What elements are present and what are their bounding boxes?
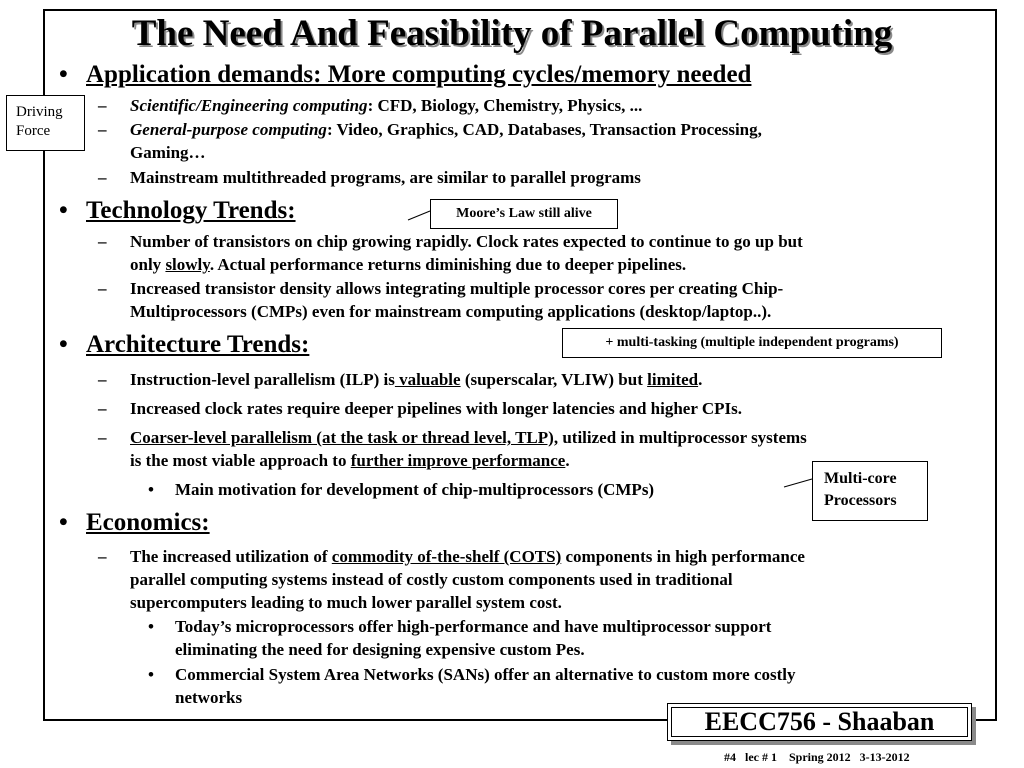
text-ilp-b: (superscalar, VLIW) but <box>460 370 648 389</box>
dash-glyph: – <box>98 232 107 251</box>
callout-moores-law: Moore’s Law still alive <box>430 199 618 229</box>
text-further-improve: further improve performance <box>350 451 566 470</box>
text-coarser-2a: is the most viable approach to <box>130 451 351 470</box>
text-coarser: Coarser-level parallelism (at the task or thread level, TLP), <box>130 428 559 447</box>
callout-multicore <box>812 461 928 521</box>
footer-info: #4 lec # 1 Spring 2012 3-13-2012 <box>724 750 910 764</box>
text-ilp-c: . <box>698 370 703 389</box>
driving-force-line1: Driving <box>16 104 63 120</box>
bullet-architecture-trends <box>59 331 310 359</box>
text-sans-2: networks <box>175 688 243 707</box>
text-mainstream: Mainstream multithreaded programs, are similar to parallel programs <box>130 168 641 187</box>
dash-glyph: – <box>98 96 107 115</box>
text-ilp-a: Instruction-level parallelism (ILP) is <box>130 370 395 389</box>
bullet-economics <box>59 509 210 537</box>
text-transistors-1: Number of transistors on chip growing rapidly. Clock rates expected to continue to go up but <box>130 232 803 251</box>
sub-bullet-glyph: • <box>148 617 154 636</box>
text-scientific: : CFD, Biology, Chemistry, Physics, ... <box>367 96 643 115</box>
multicore-line2: Processors <box>824 492 897 509</box>
heading-technology-trends: Technology Trends: <box>86 197 296 224</box>
text-cots-a: The increased utilization of <box>130 547 332 566</box>
heading-economics: Economics: <box>86 509 210 536</box>
text-limited: limited <box>647 370 699 389</box>
bullet-glyph: • <box>59 61 68 88</box>
text-density-2: Multiprocessors (CMPs) even for mainstream computing applications (desktop/laptop..). <box>130 302 772 321</box>
text-general-purpose-2: Gaming… <box>130 143 206 162</box>
callout-multitasking: + multi-tasking (multiple independent programs) <box>562 328 942 358</box>
dash-glyph: – <box>98 168 107 187</box>
course-label-box <box>667 703 972 741</box>
text-coarser-2b: . <box>565 451 570 470</box>
label-scientific: Scientific/Engineering computing <box>130 96 368 115</box>
text-micro-1: Today’s microprocessors offer high-performance and have multiprocessor support <box>175 617 772 636</box>
course-label: EECC756 - Shaaban <box>704 707 935 736</box>
text-cots-b: components in high performance <box>561 547 805 566</box>
bullet-glyph: • <box>59 331 68 358</box>
text-cmp-motivation: Main motivation for development of chip-multiprocessors (CMPs) <box>175 480 655 499</box>
dash-glyph: – <box>98 547 107 566</box>
text-clock-rates: Increased clock rates require deeper pipelines with longer latencies and higher CPIs. <box>130 399 742 418</box>
text-sans-1: Commercial System Area Networks (SANs) offer an alternative to custom more costly <box>175 665 796 684</box>
text-density-1: Increased transistor density allows integrating multiple processor cores per creating Chip- <box>130 279 784 298</box>
callout-driving-force <box>6 95 85 151</box>
multicore-line1: Multi-core <box>824 470 897 487</box>
label-general-purpose: General-purpose computing <box>130 120 327 139</box>
text-micro-2: eliminating the need for designing expensive custom Pes. <box>175 640 585 659</box>
bullet-application-demands <box>59 61 752 89</box>
text-cots: commodity of-the-shelf (COTS) <box>331 547 562 566</box>
bullet-glyph: • <box>59 197 68 224</box>
heading-application-demands: Application demands: More computing cycles/memory needed <box>86 61 752 88</box>
dash-glyph: – <box>98 120 107 139</box>
bullet-glyph: • <box>59 509 68 536</box>
sub-bullet-glyph: • <box>148 480 154 499</box>
dash-glyph: – <box>98 428 107 447</box>
driving-force-line2: Force <box>16 123 51 139</box>
dash-glyph: – <box>98 370 107 389</box>
text-slowly: slowly <box>165 255 210 274</box>
dash-glyph: – <box>98 399 107 418</box>
text-cots-3: supercomputers leading to much lower parallel system cost. <box>130 593 562 612</box>
text-transistors-2a: only <box>130 255 166 274</box>
text-cots-2: parallel computing systems instead of costly custom components used in traditional <box>130 570 733 589</box>
bullet-technology-trends <box>59 197 296 225</box>
slide-title: The Need And Feasibility of Parallel Computing <box>131 13 893 54</box>
dash-glyph: – <box>98 279 107 298</box>
sub-bullet-glyph: • <box>148 665 154 684</box>
text-coarser-a: utilized in multiprocessor systems <box>558 428 807 447</box>
text-general-purpose: : Video, Graphics, CAD, Databases, Transaction Processing, <box>326 120 762 139</box>
heading-architecture-trends: Architecture Trends: <box>86 331 310 358</box>
text-transistors-2b: . Actual performance returns diminishing due to deeper pipelines. <box>209 255 687 274</box>
text-valuable: valuable <box>394 370 461 389</box>
